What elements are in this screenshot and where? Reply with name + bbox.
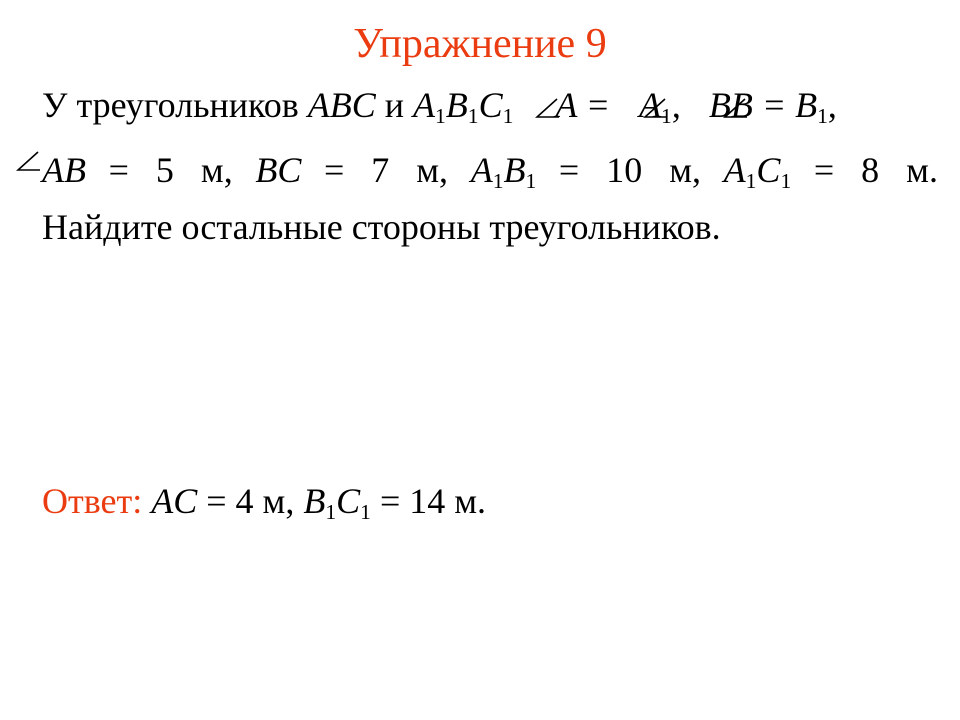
subscript-1: 1 — [467, 104, 479, 129]
given-a1c1 — [724, 146, 792, 194]
point-b1: B — [503, 150, 526, 190]
angle-icon — [723, 95, 749, 117]
and-text: и — [375, 85, 413, 125]
given-a1c1-value: = 8 м. — [813, 150, 938, 190]
slide-title: Упражнение 9 — [353, 21, 607, 67]
subscript-1: 1 — [502, 104, 514, 129]
problem-line-1 — [42, 81, 837, 129]
given-ab-value: = 5 м, — [108, 150, 233, 190]
subscript-1: 1 — [325, 500, 337, 525]
vertex-c1: C — [478, 85, 503, 125]
subscript-1: 1 — [492, 169, 504, 194]
problem-question: Найдите остальные стороны треугольников. — [42, 207, 721, 247]
subscript-1: 1 — [817, 104, 828, 129]
answer-label: Ответ: — [42, 481, 143, 521]
subscript-1: 1 — [525, 169, 537, 194]
point-c1: C — [756, 150, 781, 190]
angle-b: B — [708, 85, 731, 125]
angle-icon — [535, 95, 561, 117]
angle-a-eq: A = — [555, 85, 620, 125]
angle-b-eq: B = — [730, 85, 796, 125]
answer-ac-value: = 4 м, — [197, 481, 304, 521]
answer-line — [42, 477, 486, 525]
angle-a1: A — [639, 85, 662, 125]
segment-ab: AB — [42, 150, 86, 190]
subscript-1: 1 — [360, 500, 371, 525]
segment-bc: BC — [255, 150, 302, 190]
subscript-1: 1 — [434, 104, 446, 129]
point-c1: C — [336, 481, 361, 521]
angle-b1: B — [795, 85, 818, 125]
intro-text: У треугольников — [42, 85, 308, 125]
given-ab — [42, 146, 86, 194]
comma: , — [671, 85, 681, 125]
problem-line-2 — [42, 146, 938, 194]
answer-b1c1-value: = 14 м. — [370, 481, 487, 521]
angle-icon — [16, 150, 40, 177]
given-a1b1-value: = 10 м, — [558, 150, 701, 190]
segment-ac: AC — [151, 481, 198, 521]
subscript-1: 1 — [661, 104, 672, 129]
subscript-1: 1 — [780, 169, 792, 194]
given-bc — [255, 146, 301, 194]
triangle-abc: ABC — [307, 85, 376, 125]
vertex-a1: A — [412, 85, 435, 125]
point-a1: A — [470, 150, 493, 190]
angle-icon — [643, 95, 669, 117]
point-a1: A — [723, 150, 746, 190]
subscript-1: 1 — [745, 169, 757, 194]
comma: , — [827, 85, 837, 125]
point-b1: B — [303, 481, 326, 521]
given-a1b1 — [471, 146, 537, 194]
vertex-b1: B — [445, 85, 468, 125]
given-bc-value: = 7 м, — [323, 150, 449, 190]
